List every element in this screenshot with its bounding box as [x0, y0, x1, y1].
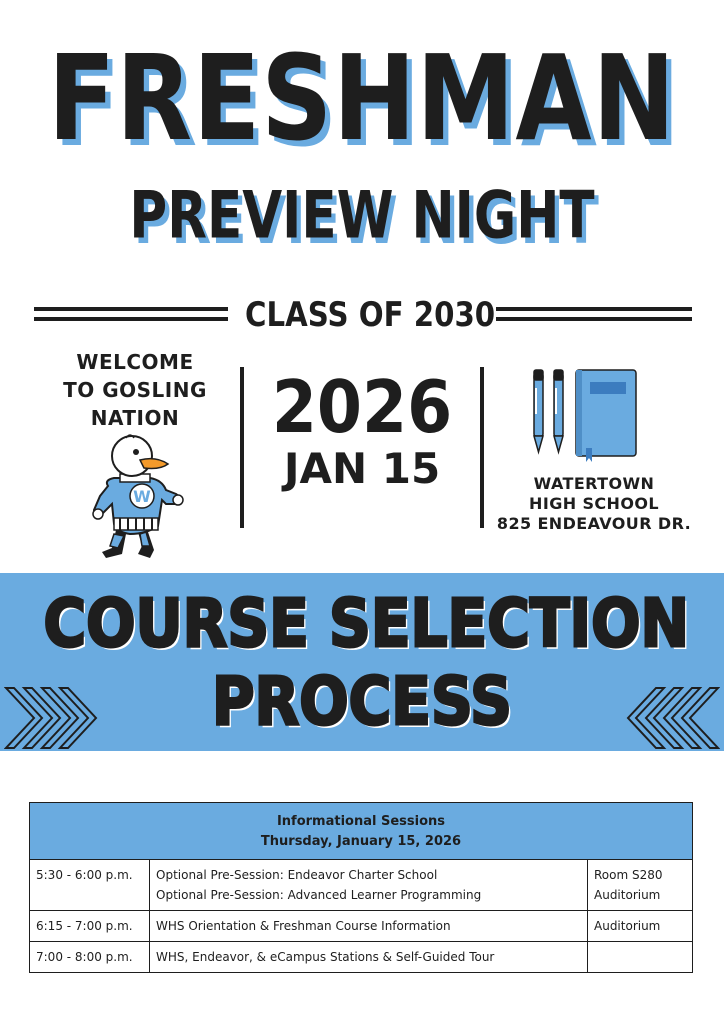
location-cell-line	[594, 947, 686, 967]
location-line: WATERTOWN	[533, 474, 655, 493]
table-row	[30, 860, 693, 911]
event-year: 2026	[271, 365, 453, 449]
chevrons-right-icon	[4, 686, 98, 750]
session-time: 6:15 - 7:00 p.m.	[30, 911, 150, 942]
column-divider	[240, 367, 244, 528]
pen-icon	[530, 368, 570, 456]
session-event	[150, 942, 588, 973]
column-divider	[480, 367, 484, 528]
location-cell-line: Room S280	[594, 868, 663, 882]
table-header-row	[30, 803, 693, 860]
welcome-line: WELCOME	[76, 350, 194, 374]
table-row	[30, 911, 693, 942]
location-cell-line: Auditorium	[594, 919, 661, 933]
event-date: JAN 15	[283, 444, 441, 493]
event-line: WHS, Endeavor, & eCampus Stations & Self-Guided Tour	[156, 950, 495, 964]
table-date: Thursday, January 15, 2026	[260, 834, 462, 849]
session-location	[588, 860, 693, 911]
location-line: HIGH SCHOOL	[529, 494, 659, 513]
class-label: CLASS OF 2030	[245, 295, 496, 335]
page-subtitle: PREVIEW NIGHT	[129, 178, 595, 254]
event-line: Optional Pre-Session: Advanced Learner Programming	[156, 888, 482, 902]
banner-title-line-1: COURSE SELECTION	[43, 585, 690, 662]
event-line: Optional Pre-Session: Endeavor Charter School	[156, 868, 438, 882]
divider-right	[496, 307, 692, 321]
session-event	[150, 860, 588, 911]
mascot-letter: W	[133, 487, 151, 506]
session-time: 5:30 - 6:00 p.m.	[30, 860, 150, 911]
location-cell-line: Auditorium	[594, 888, 661, 902]
table-title: Informational Sessions	[276, 814, 446, 829]
table-row	[30, 942, 693, 973]
session-location	[588, 911, 693, 942]
event-line: WHS Orientation & Freshman Course Information	[156, 919, 451, 933]
session-event	[150, 911, 588, 942]
session-time: 7:00 - 8:00 p.m.	[30, 942, 150, 973]
location	[492, 474, 696, 534]
table-header	[30, 803, 693, 860]
session-location	[588, 942, 693, 973]
location-line: 825 ENDEAVOUR DR.	[496, 514, 692, 533]
notebook-icon	[574, 368, 638, 464]
banner-title-line-2: PROCESS	[211, 663, 513, 740]
page-title: FRESHMAN	[48, 30, 676, 168]
mascot-illustration	[86, 434, 190, 562]
divider-left	[34, 307, 228, 321]
chevrons-left-icon	[626, 686, 720, 750]
sessions-table	[29, 802, 693, 973]
welcome-line: TO GOSLING	[63, 378, 207, 402]
welcome-line: NATION	[90, 406, 180, 430]
welcome-text	[40, 348, 230, 432]
